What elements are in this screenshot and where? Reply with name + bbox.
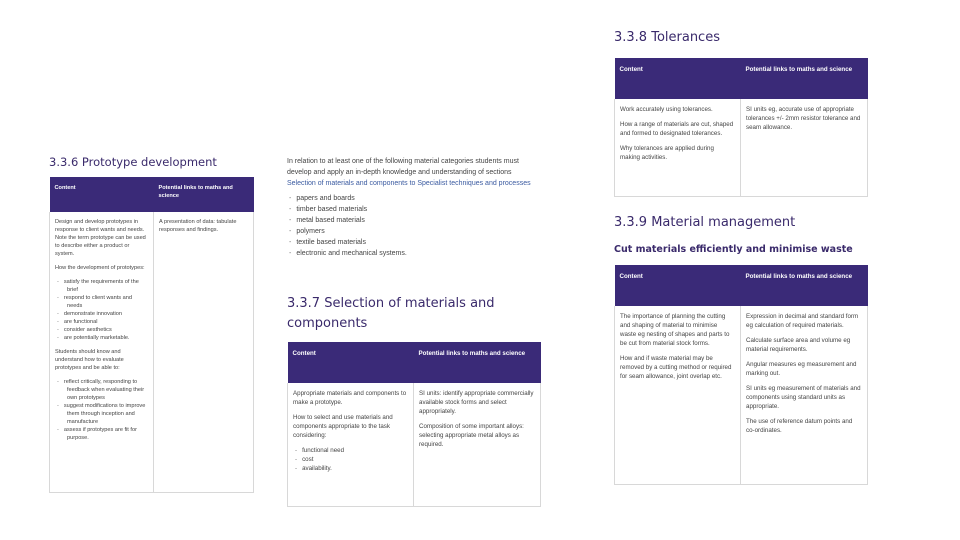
col-header-content: Content bbox=[50, 177, 154, 212]
list-item: - metal based materials bbox=[299, 215, 537, 226]
list-item: - assess if prototypes are fit for purpose. bbox=[67, 426, 148, 442]
content-cell bbox=[50, 212, 154, 493]
material-categories-list bbox=[287, 193, 537, 259]
paragraph: SI units: identify appropriate commercially available stock forms and select appropriately. bbox=[419, 390, 534, 415]
paragraph: How and if waste material may be removed by a cutting method or required for seam allowance, joint overlap etc. bbox=[620, 355, 732, 380]
table-3-3-7 bbox=[287, 342, 541, 507]
list-item: - demonstrate innovation bbox=[67, 310, 148, 318]
paragraph: Angular measures eg measurement and marking out. bbox=[746, 361, 857, 377]
list-item: - availability. bbox=[305, 464, 408, 473]
list-item: - respond to client wants and needs bbox=[67, 294, 148, 310]
paragraph: SI units eg, accurate use of appropriate tolerances +/- 2mm resistor tolerance and seam allowance. bbox=[746, 106, 861, 131]
table-3-3-6 bbox=[49, 177, 254, 493]
heading-3-3-8: 3.3.8 Tolerances bbox=[614, 30, 720, 45]
table-3-3-8 bbox=[614, 58, 868, 197]
content-cell bbox=[615, 306, 741, 485]
paragraph: Work accurately using tolerances. bbox=[620, 106, 713, 113]
col-header-links: Potential links to maths and science bbox=[741, 265, 868, 306]
paragraph: How to select and use materials and components appropriate to the task considering: bbox=[293, 414, 393, 439]
paragraph: Calculate surface area and volume eg material requirements. bbox=[746, 337, 851, 353]
list-item: - reflect critically, responding to feedback when evaluating their own prototypes bbox=[67, 378, 148, 402]
paragraph: Students should know and understand how to evaluate prototypes and be able to: bbox=[55, 349, 124, 371]
paragraph: How a range of materials are cut, shaped and formed to designated tolerances. bbox=[620, 121, 734, 137]
content-cell bbox=[615, 99, 741, 197]
col-header-links: Potential links to maths and science bbox=[154, 177, 254, 212]
list-item: - timber based materials bbox=[299, 204, 537, 215]
table-3-3-9 bbox=[614, 265, 868, 485]
list bbox=[293, 446, 408, 473]
paragraph: The use of reference datum points and co-ordinates. bbox=[746, 418, 853, 434]
list-item: - functional need bbox=[305, 446, 408, 455]
list-item: - consider aesthetics bbox=[67, 326, 148, 334]
paragraph: Appropriate materials and components to make a prototype. bbox=[293, 390, 407, 406]
heading-3-3-9: 3.3.9 Material management bbox=[614, 215, 796, 230]
paragraph: A presentation of data: tabulate responses and findings. bbox=[159, 219, 237, 233]
paragraph: How the development of prototypes: bbox=[55, 265, 145, 271]
list-item: - suggest modifications to improve them through inception and manufacture bbox=[67, 402, 148, 426]
paragraph: The importance of planning the cutting and shaping of material to minimise waste eg nesting of shapes and parts to be cut from material stock forms. bbox=[620, 313, 730, 347]
list-item: - are functional bbox=[67, 318, 148, 326]
paragraph: SI units eg measurement of materials and components using standard units as appropriate. bbox=[746, 385, 861, 410]
list-item: - electronic and mechanical systems. bbox=[299, 248, 537, 259]
links-cell bbox=[154, 212, 254, 493]
links-cell bbox=[741, 306, 868, 485]
col-header-content: Content bbox=[615, 265, 741, 306]
links-cell bbox=[741, 99, 868, 197]
section-link[interactable]: Selection of materials and components to Specialist techniques and processes bbox=[287, 180, 531, 187]
content-cell bbox=[288, 383, 414, 507]
list-item: - cost bbox=[305, 455, 408, 464]
list bbox=[55, 278, 148, 342]
col-header-content: Content bbox=[615, 58, 741, 99]
list-item: - satisfy the requirements of the brief bbox=[67, 278, 148, 294]
list-item: - are potentially marketable. bbox=[67, 334, 148, 342]
list-item: - papers and boards bbox=[299, 193, 537, 204]
list-item: - polymers bbox=[299, 226, 537, 237]
links-cell bbox=[414, 383, 541, 507]
heading-3-3-7: 3.3.7 Selection of materials and components bbox=[287, 296, 495, 331]
paragraph: Why tolerances are applied during making activities. bbox=[620, 145, 714, 161]
col-header-content: Content bbox=[288, 342, 414, 383]
paragraph: Composition of some important alloys: selecting appropriate metal alloys as required. bbox=[419, 423, 524, 448]
heading-3-3-6: 3.3.6 Prototype development bbox=[49, 155, 217, 169]
col-header-links: Potential links to maths and science bbox=[741, 58, 868, 99]
paragraph: Expression in decimal and standard form eg calculation of required materials. bbox=[746, 313, 859, 329]
intro-paragraph: In relation to at least one of the following material categories students must develop and apply an in-depth knowledge and understanding of sections Selection of materials and components to Specialist techniques and processes bbox=[287, 158, 531, 187]
intro-text bbox=[287, 156, 537, 259]
paragraph: Design and develop prototypes in response to client wants and needs. Note the term prototype can be used to describe either a product or system. bbox=[55, 219, 146, 257]
subheading-3-3-9: Cut materials efficiently and minimise waste bbox=[614, 244, 853, 255]
col-header-links: Potential links to maths and science bbox=[414, 342, 541, 383]
list-item: - textile based materials bbox=[299, 237, 537, 248]
list bbox=[55, 378, 148, 442]
